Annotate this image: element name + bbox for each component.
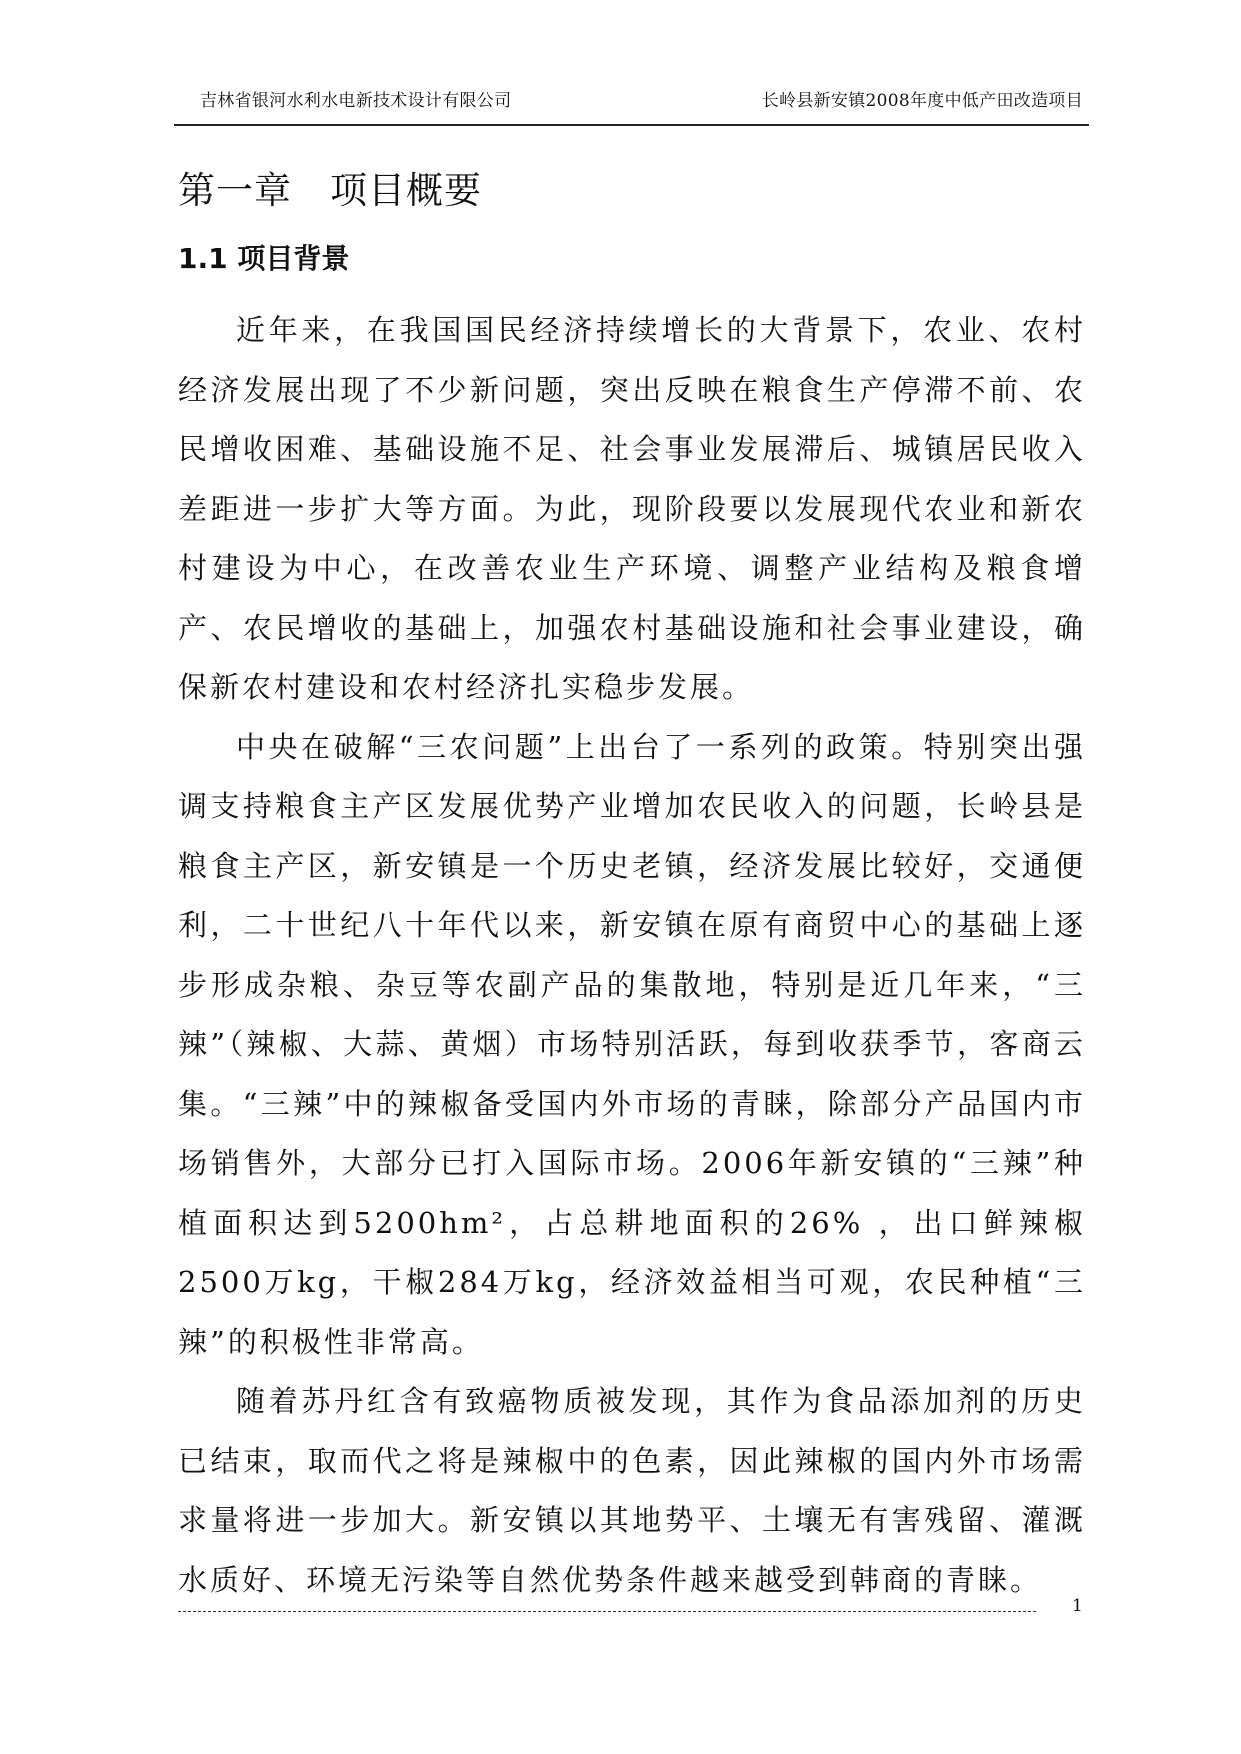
page-header — [174, 82, 1089, 126]
chapter-title: 第一章 项目概要 — [178, 169, 482, 212]
paragraph: 近年来，在我国国民经济持续增长的大背景下，农业、农村经济发展出现了不少新问题，突出反映在粮食生产停滞不前、农民增收困难、基础设施不足、社会事业发展滞后、城镇居民收入差距进一步扩大等方面。为此，现阶段要以发展现代农业和新农村建设为中心，在改善农业生产环境、调整产业结构及粮食增产、农民增收的基础上，加强农村基础设施和社会事业建设，确保新农村建设和农村经济扎实稳步发展。 — [178, 313, 1086, 704]
header-project-name: 长岭县新安镇2008年度中低产田改造项目 — [761, 91, 1083, 111]
paragraph: 随着苏丹红含有致癌物质被发现，其作为食品添加剂的历史已结束，取而代之将是辣椒中的色素，因此辣椒的国内外市场需求量将进一步加大。新安镇以其地势平、土壤无有害残留、灌溉水质好、环境无污染等自然优势条件越来越受到韩商的青睐。 — [178, 1384, 1086, 1597]
footer-divider — [178, 1611, 1036, 1612]
paragraph: 中央在破解“三农问题”上出台了一系列的政策。特别突出强调支持粮食主产区发展优势产业增加农民收入的问题，长岭县是粮食主产区，新安镇是一个历史老镇，经济发展比较好，交通便利，二十世纪八十年代以来，新安镇在原有商贸中心的基础上逐步形成杂粮、杂豆等农副产品的集散地，特别是近几年来，“三辣”（辣椒、大蒜、黄烟）市场特别活跃，每到收获季节，客商云集。“三辣”中的辣椒备受国内外市场的青睐，除部分产品国内市场销售外，大部分已打入国际市场。2006年新安镇的“三辣”种植面积达到5200hm²，占总耕地面积的26% ，出口鲜辣椒2500万kg，干椒284万kg，经济效益相当可观，农民种植“三辣”的积极性非常高。 — [178, 729, 1086, 1359]
page-number: 1 — [1072, 1596, 1083, 1616]
body-text — [178, 301, 1086, 1610]
header-company-name: 吉林省银河水利水电新技术设计有限公司 — [200, 91, 512, 111]
section-title: 1.1 项目背景 — [178, 242, 350, 275]
